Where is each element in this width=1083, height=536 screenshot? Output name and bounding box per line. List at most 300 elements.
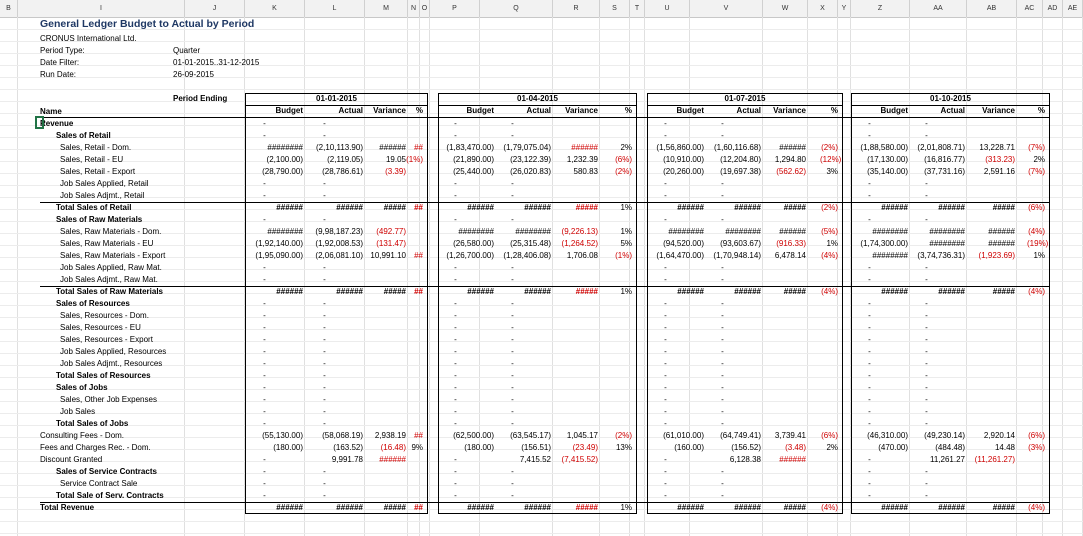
actual-cell[interactable]: (63,545.17)	[510, 431, 551, 440]
budget-cell[interactable]: -	[263, 335, 266, 344]
budget-cell[interactable]: -	[664, 263, 667, 272]
actual-cell[interactable]: ######	[524, 287, 551, 296]
actual-cell[interactable]: -	[511, 395, 514, 404]
budget-cell[interactable]: -	[868, 275, 871, 284]
actual-cell[interactable]: -	[511, 359, 514, 368]
column-header-r[interactable]: R	[553, 0, 600, 17]
budget-cell[interactable]: -	[664, 467, 667, 476]
actual-cell[interactable]: (93,603.67)	[720, 239, 761, 248]
actual-cell[interactable]: -	[721, 131, 724, 140]
variance-cell[interactable]: 1,706.08	[566, 251, 598, 260]
actual-cell[interactable]: -	[323, 419, 326, 428]
actual-cell[interactable]: (2,10,113.90)	[316, 143, 363, 152]
actual-cell[interactable]: ######	[734, 203, 761, 212]
actual-cell[interactable]: -	[511, 131, 514, 140]
actual-cell[interactable]: (28,786.61)	[322, 167, 363, 176]
actual-cell[interactable]: (58,068.19)	[322, 431, 363, 440]
budget-cell[interactable]: -	[868, 347, 871, 356]
budget-cell[interactable]: -	[868, 407, 871, 416]
budget-cell[interactable]: -	[263, 479, 266, 488]
budget-cell[interactable]: -	[263, 263, 266, 272]
budget-cell[interactable]: (160.00)	[674, 443, 704, 452]
pct-cell[interactable]: 1%	[620, 203, 632, 212]
budget-cell[interactable]: (17,130.00)	[867, 155, 908, 164]
pct-cell[interactable]: 1%	[620, 503, 632, 512]
actual-cell[interactable]: (156.51)	[521, 443, 551, 452]
budget-cell[interactable]: (1,56,860.00)	[656, 143, 704, 152]
budget-cell[interactable]: -	[664, 395, 667, 404]
budget-cell[interactable]: ######	[881, 287, 908, 296]
budget-cell[interactable]: ######	[677, 503, 704, 512]
variance-cell[interactable]: ######	[379, 455, 406, 464]
actual-cell[interactable]: (16,816.77)	[924, 155, 965, 164]
actual-cell[interactable]: -	[511, 347, 514, 356]
pct-cell[interactable]: (2%)	[615, 167, 632, 176]
budget-cell[interactable]: -	[664, 131, 667, 140]
actual-cell[interactable]: -	[925, 479, 928, 488]
budget-cell[interactable]: -	[868, 371, 871, 380]
budget-cell[interactable]: (1,26,700.00)	[446, 251, 494, 260]
actual-cell[interactable]: -	[511, 191, 514, 200]
variance-cell[interactable]: ######	[988, 227, 1015, 236]
column-header-v[interactable]: V	[690, 0, 763, 17]
actual-cell[interactable]: -	[925, 323, 928, 332]
variance-cell[interactable]: #####	[783, 503, 806, 512]
column-header-j[interactable]: J	[185, 0, 245, 17]
actual-cell[interactable]: -	[323, 275, 326, 284]
actual-cell[interactable]: -	[721, 359, 724, 368]
variance-cell[interactable]: (916.33)	[776, 239, 806, 248]
pct-cell[interactable]: 1%	[620, 227, 632, 236]
variance-cell[interactable]: #####	[575, 287, 598, 296]
budget-cell[interactable]: -	[263, 311, 266, 320]
actual-cell[interactable]: -	[925, 335, 928, 344]
budget-cell[interactable]: -	[454, 263, 457, 272]
pct-cell[interactable]: (3%)	[1028, 443, 1045, 452]
actual-cell[interactable]: -	[925, 263, 928, 272]
variance-cell[interactable]: #####	[783, 287, 806, 296]
pct-cell[interactable]: (19%)	[1027, 239, 1049, 248]
budget-cell[interactable]: -	[664, 347, 667, 356]
actual-cell[interactable]: (156.52)	[731, 443, 761, 452]
actual-cell[interactable]: -	[925, 179, 928, 188]
budget-cell[interactable]: -	[868, 311, 871, 320]
actual-cell[interactable]: -	[925, 215, 928, 224]
budget-cell[interactable]: -	[263, 323, 266, 332]
actual-cell[interactable]: -	[511, 299, 514, 308]
actual-cell[interactable]: -	[925, 119, 928, 128]
actual-cell[interactable]: -	[323, 347, 326, 356]
actual-cell[interactable]: -	[925, 407, 928, 416]
budget-cell[interactable]: ######	[881, 503, 908, 512]
budget-cell[interactable]: (62,500.00)	[453, 431, 494, 440]
actual-cell[interactable]: -	[323, 335, 326, 344]
budget-cell[interactable]: (1,64,470.00)	[656, 251, 704, 260]
actual-cell[interactable]: (2,06,081.10)	[315, 251, 363, 260]
variance-cell[interactable]: #####	[992, 203, 1015, 212]
actual-cell[interactable]: (9,98,187.23)	[315, 227, 363, 236]
budget-cell[interactable]: -	[868, 335, 871, 344]
budget-cell[interactable]: -	[454, 311, 457, 320]
actual-cell[interactable]: (1,92,008.53)	[315, 239, 363, 248]
budget-cell[interactable]: -	[454, 479, 457, 488]
budget-cell[interactable]: (61,010.00)	[663, 431, 704, 440]
budget-cell[interactable]: -	[263, 347, 266, 356]
budget-cell[interactable]: -	[664, 323, 667, 332]
budget-cell[interactable]: -	[454, 383, 457, 392]
pct-cell[interactable]: 1%	[620, 287, 632, 296]
budget-cell[interactable]: -	[454, 359, 457, 368]
actual-cell[interactable]: -	[511, 491, 514, 500]
actual-cell[interactable]: -	[721, 119, 724, 128]
pct-cell[interactable]: (4%)	[821, 503, 838, 512]
actual-cell[interactable]: -	[721, 179, 724, 188]
column-header-s[interactable]: S	[600, 0, 630, 17]
actual-cell[interactable]: -	[511, 215, 514, 224]
actual-cell[interactable]: -	[511, 323, 514, 332]
variance-cell[interactable]: 2,920.14	[983, 431, 1015, 440]
actual-cell[interactable]: -	[323, 191, 326, 200]
budget-cell[interactable]: -	[868, 395, 871, 404]
actual-cell[interactable]: -	[721, 311, 724, 320]
actual-cell[interactable]: (19,697.38)	[720, 167, 761, 176]
budget-cell[interactable]: -	[868, 191, 871, 200]
pct-cell[interactable]: (2%)	[615, 431, 632, 440]
actual-cell[interactable]: ######	[938, 503, 965, 512]
budget-cell[interactable]: -	[263, 467, 266, 476]
pct-cell[interactable]: ##	[414, 431, 423, 440]
actual-cell[interactable]: -	[925, 383, 928, 392]
actual-cell[interactable]: -	[721, 479, 724, 488]
variance-cell[interactable]: #####	[575, 503, 598, 512]
actual-cell[interactable]: -	[511, 479, 514, 488]
actual-cell[interactable]: -	[511, 335, 514, 344]
actual-cell[interactable]: ######	[938, 287, 965, 296]
actual-cell[interactable]: -	[925, 275, 928, 284]
actual-cell[interactable]: (25,315.48)	[510, 239, 551, 248]
pct-cell[interactable]: (7%)	[1028, 167, 1045, 176]
budget-cell[interactable]: ######	[467, 503, 494, 512]
actual-cell[interactable]: ######	[938, 203, 965, 212]
variance-cell[interactable]: #####	[992, 503, 1015, 512]
budget-cell[interactable]: -	[664, 419, 667, 428]
actual-cell[interactable]: (163.52)	[333, 443, 363, 452]
column-header-ae[interactable]: AE	[1063, 0, 1083, 17]
actual-cell[interactable]: (2,01,808.71)	[917, 143, 965, 152]
budget-cell[interactable]: -	[664, 191, 667, 200]
actual-cell[interactable]: 9,991.78	[331, 455, 363, 464]
actual-cell[interactable]: ######	[734, 503, 761, 512]
actual-cell[interactable]: ######	[336, 503, 363, 512]
variance-cell[interactable]: #####	[383, 203, 406, 212]
actual-cell[interactable]: 11,261.27	[930, 455, 965, 464]
variance-cell[interactable]: 3,739.41	[774, 431, 806, 440]
column-header-x[interactable]: X	[808, 0, 838, 17]
column-header-aa[interactable]: AA	[910, 0, 967, 17]
budget-cell[interactable]: -	[868, 119, 871, 128]
actual-cell[interactable]: -	[925, 395, 928, 404]
budget-cell[interactable]: -	[664, 311, 667, 320]
budget-cell[interactable]: (470.00)	[878, 443, 908, 452]
budget-cell[interactable]: -	[868, 479, 871, 488]
actual-cell[interactable]: (23,122.39)	[510, 155, 551, 164]
budget-cell[interactable]: (20,260.00)	[663, 167, 704, 176]
budget-cell[interactable]: -	[263, 395, 266, 404]
column-header-z[interactable]: Z	[851, 0, 910, 17]
budget-cell[interactable]: -	[664, 299, 667, 308]
column-header-o[interactable]: O	[420, 0, 430, 17]
pct-cell[interactable]: (4%)	[1028, 227, 1045, 236]
budget-cell[interactable]: -	[263, 455, 266, 464]
variance-cell[interactable]: 14.48	[994, 443, 1015, 452]
budget-cell[interactable]: ########	[267, 143, 303, 152]
actual-cell[interactable]: ######	[524, 503, 551, 512]
pct-cell[interactable]: 2%	[1033, 155, 1045, 164]
variance-cell[interactable]: 1,294.80	[774, 155, 806, 164]
budget-cell[interactable]: -	[868, 299, 871, 308]
actual-cell[interactable]: -	[721, 395, 724, 404]
pct-cell[interactable]: ##	[414, 503, 423, 512]
active-cell-selection[interactable]	[35, 116, 44, 129]
variance-cell[interactable]: (3.48)	[785, 443, 806, 452]
actual-cell[interactable]: -	[721, 323, 724, 332]
actual-cell[interactable]: ######	[336, 287, 363, 296]
actual-cell[interactable]: 7,415.52	[519, 455, 551, 464]
budget-cell[interactable]: -	[664, 455, 667, 464]
actual-cell[interactable]: -	[323, 119, 326, 128]
variance-cell[interactable]: (11,261.27)	[974, 455, 1015, 464]
pct-cell[interactable]: ##	[414, 203, 423, 212]
actual-cell[interactable]: (12,204.80)	[720, 155, 761, 164]
variance-cell[interactable]: (1,923.69)	[978, 251, 1015, 260]
column-header-i[interactable]: I	[18, 0, 185, 17]
budget-cell[interactable]: ######	[276, 503, 303, 512]
pct-cell[interactable]: (12%)	[820, 155, 842, 164]
actual-cell[interactable]: -	[323, 467, 326, 476]
variance-cell[interactable]: 580.83	[573, 167, 598, 176]
variance-cell[interactable]: (492.77)	[376, 227, 406, 236]
budget-cell[interactable]: ########	[458, 227, 494, 236]
actual-cell[interactable]: -	[925, 347, 928, 356]
pct-cell[interactable]: (4%)	[1028, 287, 1045, 296]
pct-cell[interactable]: (6%)	[1028, 203, 1045, 212]
budget-cell[interactable]: -	[454, 395, 457, 404]
budget-cell[interactable]: ######	[881, 203, 908, 212]
budget-cell[interactable]: ########	[872, 251, 908, 260]
pct-cell[interactable]: 2%	[826, 443, 838, 452]
budget-cell[interactable]: -	[868, 359, 871, 368]
column-header-k[interactable]: K	[245, 0, 305, 17]
actual-cell[interactable]: -	[511, 419, 514, 428]
actual-cell[interactable]: -	[323, 371, 326, 380]
column-header-w[interactable]: W	[763, 0, 808, 17]
actual-cell[interactable]: (1,70,948.14)	[713, 251, 761, 260]
actual-cell[interactable]: ########	[725, 227, 761, 236]
column-header-ad[interactable]: AD	[1043, 0, 1063, 17]
pct-cell[interactable]: (2%)	[821, 203, 838, 212]
actual-cell[interactable]: -	[721, 263, 724, 272]
actual-cell[interactable]: -	[721, 215, 724, 224]
actual-cell[interactable]: -	[511, 371, 514, 380]
pct-cell[interactable]: (6%)	[1028, 431, 1045, 440]
budget-cell[interactable]: -	[868, 179, 871, 188]
budget-cell[interactable]: -	[454, 407, 457, 416]
budget-cell[interactable]: ######	[467, 287, 494, 296]
variance-cell[interactable]: #####	[575, 203, 598, 212]
actual-cell[interactable]: -	[721, 191, 724, 200]
pct-cell[interactable]: (4%)	[821, 287, 838, 296]
budget-cell[interactable]: -	[868, 263, 871, 272]
actual-cell[interactable]: -	[323, 179, 326, 188]
actual-cell[interactable]: -	[323, 359, 326, 368]
budget-cell[interactable]: -	[868, 323, 871, 332]
budget-cell[interactable]: (55,130.00)	[262, 431, 303, 440]
budget-cell[interactable]: -	[664, 407, 667, 416]
variance-cell[interactable]: 1,045.17	[566, 431, 598, 440]
pct-cell[interactable]: (6%)	[821, 431, 838, 440]
variance-cell[interactable]: ######	[988, 239, 1015, 248]
actual-cell[interactable]: -	[925, 299, 928, 308]
budget-cell[interactable]: -	[664, 335, 667, 344]
actual-cell[interactable]: -	[721, 467, 724, 476]
budget-cell[interactable]: -	[454, 191, 457, 200]
budget-cell[interactable]: -	[454, 491, 457, 500]
actual-cell[interactable]: ######	[336, 203, 363, 212]
budget-cell[interactable]: -	[664, 215, 667, 224]
budget-cell[interactable]: -	[868, 383, 871, 392]
budget-cell[interactable]: -	[454, 419, 457, 428]
variance-cell[interactable]: (3.39)	[385, 167, 406, 176]
actual-cell[interactable]: ######	[524, 203, 551, 212]
variance-cell[interactable]: #####	[383, 287, 406, 296]
budget-cell[interactable]: -	[454, 131, 457, 140]
budget-cell[interactable]: ########	[872, 227, 908, 236]
column-header-ac[interactable]: AC	[1017, 0, 1043, 17]
budget-cell[interactable]: -	[664, 371, 667, 380]
pct-cell[interactable]: (6%)	[615, 155, 632, 164]
variance-cell[interactable]: #####	[383, 503, 406, 512]
variance-cell[interactable]: 19.05	[385, 155, 406, 164]
actual-cell[interactable]: ########	[929, 227, 965, 236]
budget-cell[interactable]: (94,520.00)	[663, 239, 704, 248]
pct-cell[interactable]: 13%	[615, 443, 632, 452]
budget-cell[interactable]: -	[664, 119, 667, 128]
actual-cell[interactable]: -	[721, 335, 724, 344]
pct-cell[interactable]: (5%)	[821, 227, 838, 236]
budget-cell[interactable]: -	[454, 179, 457, 188]
variance-cell[interactable]: 2,591.16	[983, 167, 1015, 176]
budget-cell[interactable]: (21,890.00)	[453, 155, 494, 164]
variance-cell[interactable]: ######	[779, 143, 806, 152]
budget-cell[interactable]: (46,310.00)	[867, 431, 908, 440]
budget-cell[interactable]: -	[868, 455, 871, 464]
actual-cell[interactable]: -	[323, 131, 326, 140]
actual-cell[interactable]: -	[925, 467, 928, 476]
variance-cell[interactable]: ######	[571, 143, 598, 152]
budget-cell[interactable]: -	[664, 275, 667, 284]
actual-cell[interactable]: -	[511, 275, 514, 284]
actual-cell[interactable]: (49,230.14)	[924, 431, 965, 440]
actual-cell[interactable]: -	[511, 407, 514, 416]
budget-cell[interactable]: -	[454, 299, 457, 308]
variance-cell[interactable]: (23.49)	[572, 443, 598, 452]
actual-cell[interactable]: ########	[515, 227, 551, 236]
variance-cell[interactable]: ######	[779, 455, 806, 464]
budget-cell[interactable]: ######	[677, 203, 704, 212]
actual-cell[interactable]: -	[323, 407, 326, 416]
budget-cell[interactable]: (35,140.00)	[867, 167, 908, 176]
variance-cell[interactable]: ######	[379, 143, 406, 152]
actual-cell[interactable]: -	[721, 347, 724, 356]
budget-cell[interactable]: ######	[467, 203, 494, 212]
budget-cell[interactable]: (1,95,090.00)	[255, 251, 303, 260]
actual-cell[interactable]: -	[721, 275, 724, 284]
budget-cell[interactable]: -	[868, 491, 871, 500]
budget-cell[interactable]: -	[868, 131, 871, 140]
budget-cell[interactable]: -	[263, 215, 266, 224]
variance-cell[interactable]: #####	[992, 287, 1015, 296]
budget-cell[interactable]: -	[664, 383, 667, 392]
pct-cell[interactable]: (4%)	[1028, 503, 1045, 512]
column-header-m[interactable]: M	[365, 0, 408, 17]
budget-cell[interactable]: -	[454, 275, 457, 284]
budget-cell[interactable]: -	[454, 335, 457, 344]
actual-cell[interactable]: -	[323, 491, 326, 500]
actual-cell[interactable]: -	[511, 311, 514, 320]
actual-cell[interactable]: (2,119.05)	[327, 155, 363, 164]
actual-cell[interactable]: (1,79,075.04)	[503, 143, 551, 152]
actual-cell[interactable]: -	[721, 419, 724, 428]
actual-cell[interactable]: -	[323, 323, 326, 332]
actual-cell[interactable]: ########	[929, 239, 965, 248]
budget-cell[interactable]: -	[454, 347, 457, 356]
pct-cell[interactable]: (1%)	[406, 155, 423, 164]
actual-cell[interactable]: -	[323, 395, 326, 404]
variance-cell[interactable]: 1,232.39	[566, 155, 598, 164]
budget-cell[interactable]: -	[664, 491, 667, 500]
pct-cell[interactable]: 9%	[411, 443, 423, 452]
variance-cell[interactable]: ######	[779, 227, 806, 236]
actual-cell[interactable]: -	[511, 179, 514, 188]
budget-cell[interactable]: -	[263, 191, 266, 200]
budget-cell[interactable]: -	[263, 179, 266, 188]
pct-cell[interactable]: 2%	[620, 143, 632, 152]
column-header-p[interactable]: P	[430, 0, 480, 17]
budget-cell[interactable]: (1,88,580.00)	[860, 143, 908, 152]
budget-cell[interactable]: -	[263, 383, 266, 392]
pct-cell[interactable]: (1%)	[615, 251, 632, 260]
column-header-t[interactable]: T	[630, 0, 645, 17]
budget-cell[interactable]: -	[263, 131, 266, 140]
budget-cell[interactable]: -	[454, 467, 457, 476]
column-header-u[interactable]: U	[645, 0, 690, 17]
actual-cell[interactable]: -	[323, 311, 326, 320]
budget-cell[interactable]: (28,790.00)	[262, 167, 303, 176]
budget-cell[interactable]: ######	[276, 287, 303, 296]
budget-cell[interactable]: -	[454, 371, 457, 380]
actual-cell[interactable]: -	[925, 131, 928, 140]
actual-cell[interactable]: (64,749.41)	[720, 431, 761, 440]
variance-cell[interactable]: (562.62)	[776, 167, 806, 176]
actual-cell[interactable]: -	[323, 299, 326, 308]
pct-cell[interactable]: ##	[414, 251, 423, 260]
budget-cell[interactable]: (1,92,140.00)	[255, 239, 303, 248]
budget-cell[interactable]: -	[263, 299, 266, 308]
budget-cell[interactable]: ########	[668, 227, 704, 236]
budget-cell[interactable]: -	[664, 179, 667, 188]
actual-cell[interactable]: -	[925, 371, 928, 380]
column-header-l[interactable]: L	[305, 0, 365, 17]
